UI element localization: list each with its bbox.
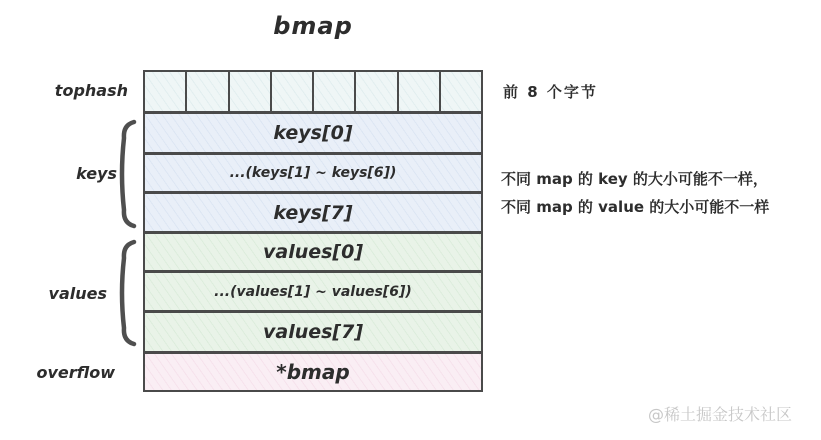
value-size-note: 不同 map 的 value 的大小可能不一样 [501,198,770,216]
tophash-note: 前 8 个字节 [503,83,598,101]
keys0-row: keys[0] [143,112,483,154]
values7-row: values[7] [143,311,483,353]
keys-bracket-icon [115,118,139,230]
label-overflow: overflow [36,363,115,382]
label-values: values [48,284,107,303]
watermark: @稀土掘金技术社区 [648,405,793,424]
values0-row: values[0] [143,232,483,272]
values1-6-row: ...(values[1] ~ values[6]) [143,271,483,312]
tophash-cell [145,72,187,111]
tophash-cell [314,72,356,111]
label-keys: keys [76,164,117,183]
tophash-cell [441,72,481,111]
tophash-row [143,70,483,113]
tophash-cell [399,72,441,111]
overflow-row: *bmap [143,352,483,392]
label-tophash: tophash [54,81,128,100]
keys7-row: keys[7] [143,192,483,233]
keys1-6-row: ...(keys[1] ~ keys[6]) [143,153,483,193]
tophash-cell [230,72,272,111]
values-bracket-icon [115,238,139,348]
tophash-cells [145,72,481,111]
tophash-cell [356,72,398,111]
key-size-note: 不同 map 的 key 的大小可能不一样， [501,170,768,188]
tophash-cell [272,72,314,111]
tophash-cell [187,72,229,111]
diagram-title: bmap [273,12,353,40]
